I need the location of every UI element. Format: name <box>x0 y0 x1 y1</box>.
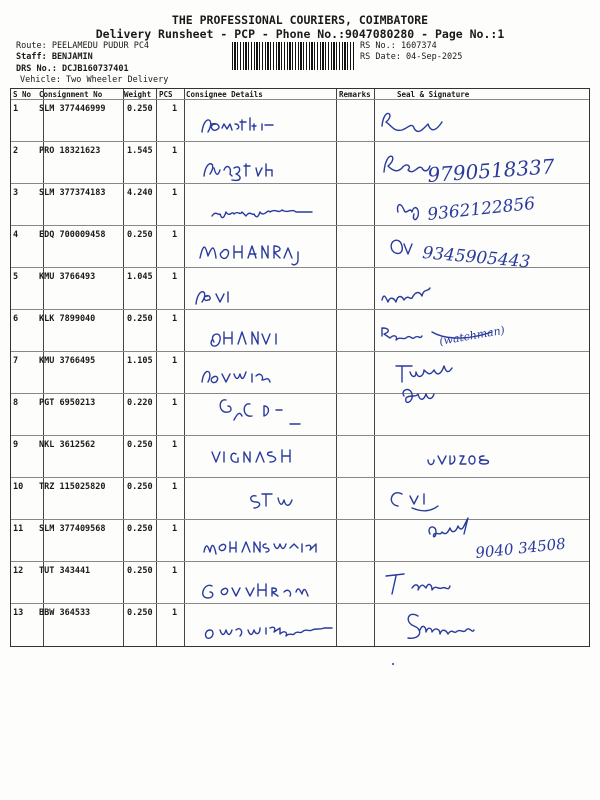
pcs-cell: 1 <box>172 566 178 576</box>
sno-cell: 12 <box>13 566 24 576</box>
col-header-sno: S No <box>13 90 32 99</box>
weight-cell: 0.250 <box>127 566 153 576</box>
weight-cell: 0.250 <box>127 440 153 450</box>
pcs-cell: 1 <box>172 146 178 156</box>
staff-label: Staff: BENJAMIN <box>16 52 93 62</box>
pcs-cell: 1 <box>172 608 178 618</box>
sno-cell: 1 <box>13 104 19 114</box>
weight-cell: 0.250 <box>127 482 153 492</box>
consignment-cell: NKL 3612562 <box>39 440 96 450</box>
runsheet-subtitle: Delivery Runsheet - PCP - Phone No.:9047080280 - Page No.:1 <box>95 27 505 41</box>
svg-text:(watchman): (watchman) <box>438 323 506 348</box>
sno-cell: 2 <box>13 146 19 156</box>
weight-cell: 0.250 <box>127 524 153 534</box>
ink-dot <box>392 663 394 665</box>
sno-cell: 6 <box>13 314 19 324</box>
drs-label: DRS No.: DCJB160737401 <box>16 64 129 74</box>
weight-cell: 1.045 <box>127 272 153 282</box>
pcs-cell: 1 <box>172 356 178 366</box>
sno-cell: 11 <box>13 524 24 534</box>
row-3-phone: 9362122856 <box>426 193 537 225</box>
vehicle-label: Vehicle: Two Wheeler Delivery <box>20 75 169 85</box>
rs-date: RS Date: 04-Sep-2025 <box>360 52 463 62</box>
consignment-cell: SLM 377409568 <box>39 524 106 534</box>
weight-cell: 0.250 <box>127 608 153 618</box>
col-header-consignee: Consignee Details <box>186 90 263 99</box>
col-header-weight: Weight <box>124 90 152 99</box>
sno-cell: 3 <box>13 188 19 198</box>
pcs-cell: 1 <box>172 482 178 492</box>
weight-cell: 1.105 <box>127 356 153 366</box>
sno-cell: 8 <box>13 398 19 408</box>
weight-cell: 0.220 <box>127 398 153 408</box>
sno-cell: 13 <box>13 608 24 618</box>
consignment-cell: TRZ 115025820 <box>39 482 106 492</box>
pcs-cell: 1 <box>172 104 178 114</box>
sno-cell: 5 <box>13 272 19 282</box>
row-4-phone: 9345905443 <box>421 243 532 273</box>
consignment-cell: PGT 6950213 <box>39 398 96 408</box>
weight-cell: 4.240 <box>127 188 153 198</box>
pcs-cell: 1 <box>172 230 178 240</box>
col-header-consignment: Consignment No <box>39 90 103 99</box>
row-11-phone: 9040 34508 <box>474 534 567 562</box>
weight-cell: 0.250 <box>127 104 153 114</box>
consignment-cell: KLK 7899040 <box>39 314 96 324</box>
consignment-cell: TUT 343441 <box>39 566 91 576</box>
sno-cell: 4 <box>13 230 19 240</box>
sno-cell: 7 <box>13 356 19 366</box>
sno-cell: 9 <box>13 440 19 450</box>
pcs-cell: 1 <box>172 272 178 282</box>
pcs-cell: 1 <box>172 524 178 534</box>
col-header-pcs: PCS <box>159 90 173 99</box>
weight-cell: 0.250 <box>127 314 153 324</box>
col-header-remarks: Remarks <box>339 90 371 99</box>
company-title: THE PROFESSIONAL COURIERS, COIMBATORE <box>171 13 429 27</box>
consignment-cell: KMU 3766495 <box>39 356 96 366</box>
pcs-cell: 1 <box>172 440 178 450</box>
rs-number: RS No.: 1607374 <box>360 41 437 51</box>
consignment-cell: SLM 377374183 <box>39 188 106 198</box>
pcs-cell: 1 <box>172 314 178 324</box>
consignment-cell: BBW 364533 <box>39 608 91 618</box>
weight-cell: 1.545 <box>127 146 153 156</box>
consignment-cell: PRO 18321623 <box>39 146 101 156</box>
consignment-cell: KMU 3766493 <box>39 272 96 282</box>
pcs-cell: 1 <box>172 188 178 198</box>
col-header-signature: Seal & Signature <box>397 90 470 99</box>
weight-cell: 0.250 <box>127 230 153 240</box>
consignment-cell: EDQ 700009458 <box>39 230 106 240</box>
route-label: Route: PEELAMEDU PUDUR PC4 <box>16 41 150 51</box>
consignment-cell: SLM 377446999 <box>39 104 106 114</box>
pcs-cell: 1 <box>172 398 178 408</box>
sno-cell: 10 <box>13 482 24 492</box>
row-2-phone: 9790518337 <box>426 154 556 187</box>
